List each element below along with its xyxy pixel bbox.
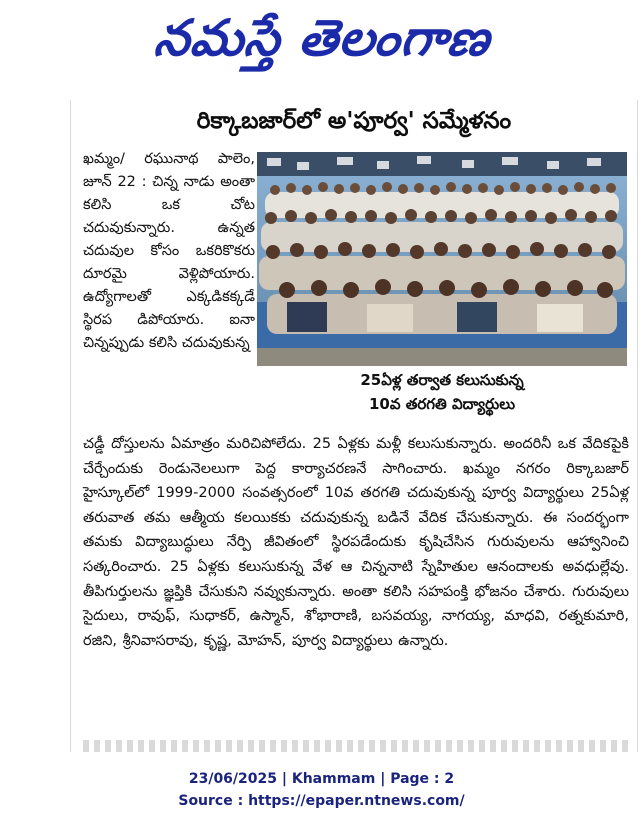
group-photo: [257, 152, 627, 366]
page-footer: [0, 768, 643, 812]
newspaper-masthead: [0, 0, 643, 88]
footer-source-link[interactable]: Source : https://epaper.ntnews.com/: [178, 793, 465, 809]
photo-caption-line2: 10వ తరగతి విద్యార్థులు: [368, 395, 516, 413]
article-headline: రిక్కాబజార్‌లో అ'పూర్వ' సమ్మేళనం: [196, 108, 512, 134]
photo-caption-line1: 25ఏళ్ల తర్వాత కలుసుకున్న: [360, 371, 524, 389]
masthead-title: నమస్తే తెలంగాణ: [151, 8, 494, 67]
photo-caption: [257, 368, 627, 418]
next-article-cutoff: [83, 740, 629, 752]
article-clipping: [70, 100, 638, 752]
article-lead-paragraph: ఖమ్మం/ రఘునాథ పాలెం, జూన్ 22 : చిన్న నాడు అంతా కలిసి ఒక చోట చదువుకున్నారు. ఉన్నత చదువుల కోసం ఒకరికొకరు దూరమై వెళ్లిపోయారు. ఉద్యోగాలతో ఎక్కడికక్కడే స్థిరప డిపోయారు. ఐనా చిన్నప్పుడు కలిసి చదువుకున్న: [83, 151, 255, 351]
footer-date-edition: 23/06/2025 | Khammam | Page : 2: [188, 771, 455, 787]
group-photo-image: [257, 152, 627, 366]
article-body-text: చడ్డీ దోస్తులను ఏమాత్రం మరిచిపోలేదు. 25 ఏళ్లకు మళ్లీ కలుసుకున్నారు. అందరినీ ఒక వేదికపైకి చేర్చేందుకు రెండునెలలుగా పెద్ద కార్యాచరణనే సాగించారు. ఖమ్మం నగరం రిక్కాబజార్ హైస్కూల్‌లో 1999-2000 సంవత్సరంలో 10వ తరగతి చదువుకున్న పూర్వ విద్యార్థులు 25ఏళ్ల తరువాత తమ ఆత్మీయ కలయికకు చదువుకున్న బడినే వేదిక చేసుకున్నారు. ఈ సందర్భంగా తమకు విద్యాబుద్ధులు నేర్పి జీవితంలో స్థిరపడేందుకు కృషిచేసిన గురువులను ఆహ్వానించి సత్కరించారు. 25 ఏళ్లకు కలుసుకున్న వేళ ఆ చిన్ననాటి స్నేహితుల ఆనందాలకు అవధుల్లేవు. తీపిగుర్తులను జ్ఞప్తికి చేసుకుని నవ్వుకున్నారు. అంతా కలిసి సహపంక్తి భోజనం చేశారు. గురువులు సైదులు, రావుఫ్, సుధాకర్, ఉస్మాన్, శోభారాణి, బసవయ్య, నాగయ్య, మాధవి, రత్నకుమారి, రజిని, శ్రీనివాసరావు, కృష్ణ, మోహన్, పూర్వ విద్యార్థులు ఉన్నారు.: [83, 436, 629, 649]
